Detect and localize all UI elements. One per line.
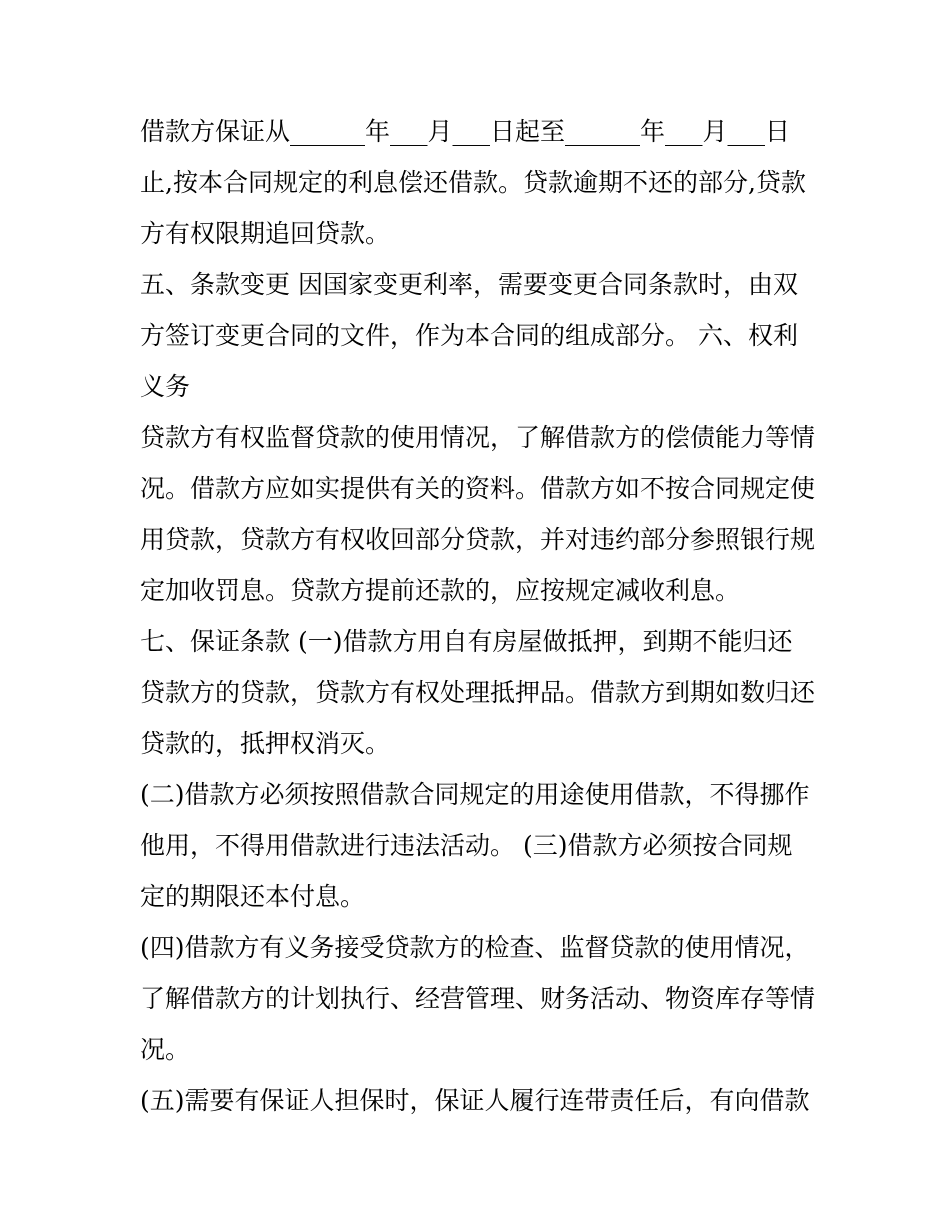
text-line: 五、条款变更 因国家变更利率，需要变更合同条款时，由双	[140, 270, 798, 299]
text-line: 方签订变更合同的文件，作为本合同的组成部分。 六、权利	[140, 321, 798, 350]
text-line: 七、保证条款 (一)借款方用自有房屋做抵押，到期不能归还	[140, 627, 793, 656]
text-line: 定加收罚息。贷款方提前还款的，应按规定减收利息。	[140, 576, 741, 605]
text-line: 义务	[140, 372, 191, 401]
document-body	[140, 106, 820, 1126]
text-line: 借款方保证从______年___月___日起至______年___月___日	[140, 117, 791, 146]
text-line: 定的期限还本付息。	[140, 882, 366, 911]
paragraph-guarantee-clause-5	[140, 1075, 820, 1126]
text-line: (四)借款方有义务接受贷款方的检查、监督贷款的使用情况，	[140, 933, 810, 962]
text-line: 贷款方的贷款，贷款方有权处理抵押品。借款方到期如数归还	[140, 678, 816, 707]
text-line: (二)借款方必须按照借款合同规定的用途使用借款，不得挪作	[140, 780, 810, 809]
text-line: (五)需要有保证人担保时，保证人履行连带责任后，有向借款	[140, 1086, 810, 1115]
text-line: 况。	[140, 1035, 191, 1064]
text-line: 他用，不得用借款进行违法活动。 (三)借款方必须按合同规	[140, 831, 793, 860]
text-line: 用贷款，贷款方有权收回部分贷款，并对违约部分参照银行规	[140, 525, 816, 554]
text-line: 贷款的，抵押权消灭。	[140, 729, 391, 758]
paragraph-rights-obligations	[140, 412, 820, 616]
paragraph-guarantee-clause-4	[140, 922, 820, 1075]
paragraph-clause-change	[140, 259, 820, 412]
paragraph-repayment-period	[140, 106, 820, 259]
paragraph-guarantee-clause-2-3	[140, 769, 820, 922]
text-line: 了解借款方的计划执行、经营管理、财务活动、物资库存等情	[140, 984, 816, 1013]
paragraph-guarantee-clause-1	[140, 616, 820, 769]
text-line: 贷款方有权监督贷款的使用情况，了解借款方的偿债能力等情	[140, 423, 816, 452]
text-line: 况。借款方应如实提供有关的资料。借款方如不按合同规定使	[140, 474, 816, 503]
text-line: 止,按本合同规定的利息偿还借款。贷款逾期不还的部分,贷款	[140, 168, 806, 197]
text-line: 方有权限期追回贷款。	[140, 219, 391, 248]
